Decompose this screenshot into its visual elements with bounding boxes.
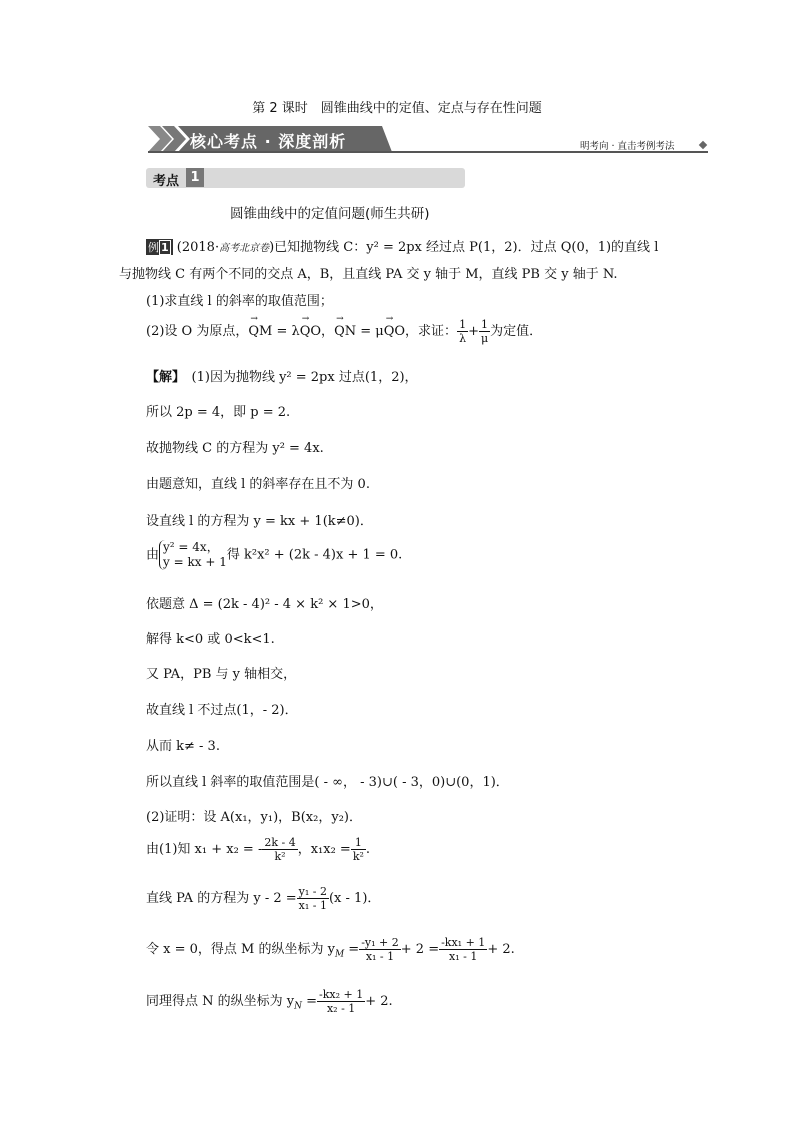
solution-line-17: 同理得点 N 的纵坐标为 $y_N$ = $\frac{\text{-kx₂ + 1}}{\text{x₂ - 1}}$ + 2. <box>146 988 393 1015</box>
kaodian-number: 1 <box>186 168 204 187</box>
solution-line-11: 从而 k≠ - 3. <box>146 739 220 754</box>
banner-tagline: 明考向 · 直击考例考法 <box>580 141 675 152</box>
equation-system: y² = 4x， y = kx + 1 <box>159 540 227 570</box>
question-2: (2)设 O 为原点，→ QM = λ→ QO，→ QN = μ→ QO，求证： $\frac{1}{\lambda}$ + $\frac{1}{\mu}$ 为定值． <box>146 318 542 345</box>
banner-title: 核心考点 · 深度剖析 <box>190 132 347 151</box>
example-line-1: 例 1 (2018·高考北京卷)已知抛物线 C：y² = 2px 经过点 P(1，2)．过点 Q(0，1)的直线 l <box>148 240 659 255</box>
section-subtitle: 圆锥曲线中的定值问题(师生共研) <box>230 206 430 222</box>
solution-line-14: 由(1)知 x₁ + x₂ = - $\frac{2k - 4}{\text{k²}}$ ，x₁x₂ = $\frac{1}{\text{k²}}$ . <box>146 836 371 863</box>
solution-line-1: 【解】 (1)因为抛物线 y² = 2px 过点(1，2)， <box>146 370 418 385</box>
kaodian-label: 考点 <box>153 174 180 189</box>
solution-line-9: 又 PA，PB 与 y 轴相交， <box>146 667 297 682</box>
solution-line-15: 直线 PA 的方程为 y - 2 = $\frac{\text{y₁ - 2}}{\text{x₁ - 1}}$ (x - 1)． <box>146 885 381 912</box>
solution-line-6: 由 y² = 4x， y = kx + 1 得 k²x² + (2k - 4)x + 1 = 0. <box>146 540 403 569</box>
diamond-icon <box>699 141 707 149</box>
solution-line-3: 故抛物线 C 的方程为 y² = 4x. <box>146 441 324 456</box>
solution-line-4: 由题意知，直线 l 的斜率存在且不为 0. <box>146 477 370 492</box>
solution-label: 【解】 <box>146 370 179 385</box>
example-source: 高考北京卷 <box>219 243 270 254</box>
solution-line-10: 故直线 l 不过点(1，- 2)． <box>146 703 298 718</box>
example-line-2: 与抛物线 C 有两个不同的交点 A，B，且直线 PA 交 y 轴于 M，直线 PB 交 y 轴于 N. <box>119 267 618 282</box>
example-badge: 例 1 <box>146 239 173 255</box>
page-title: 第 2 课时 圆锥曲线中的定值、定点与存在性问题 <box>252 101 542 116</box>
solution-line-16: 令 x = 0，得点 M 的纵坐标为 $y_M$ = $\frac{\text{-y₁ + 2}}{\text{x₁ - 1}}$ + 2 = $\frac{\text{-kx₁ + 1}}{\text{x₁ - 1}}$ + 2. <box>146 936 515 963</box>
solution-line-2: 所以 2p = 4，即 p = 2. <box>146 405 291 420</box>
solution-line-12: 所以直线 l 斜率的取值范围是( - ∞， - 3)∪( - 3，0)∪(0，1)． <box>146 775 509 790</box>
question-1: (1)求直线 l 的斜率的取值范围； <box>146 294 333 309</box>
solution-line-5: 设直线 l 的方程为 y = kx + 1(k≠0)． <box>146 514 373 529</box>
solution-line-8: 解得 k<0 或 0<k<1. <box>146 632 275 647</box>
solution-line-13: (2)证明：设 A(x₁，y₁)，B(x₂，y₂)． <box>146 810 362 825</box>
solution-line-7: 依题意 Δ = (2k - 4)² - 4 × k² × 1>0， <box>146 597 383 612</box>
